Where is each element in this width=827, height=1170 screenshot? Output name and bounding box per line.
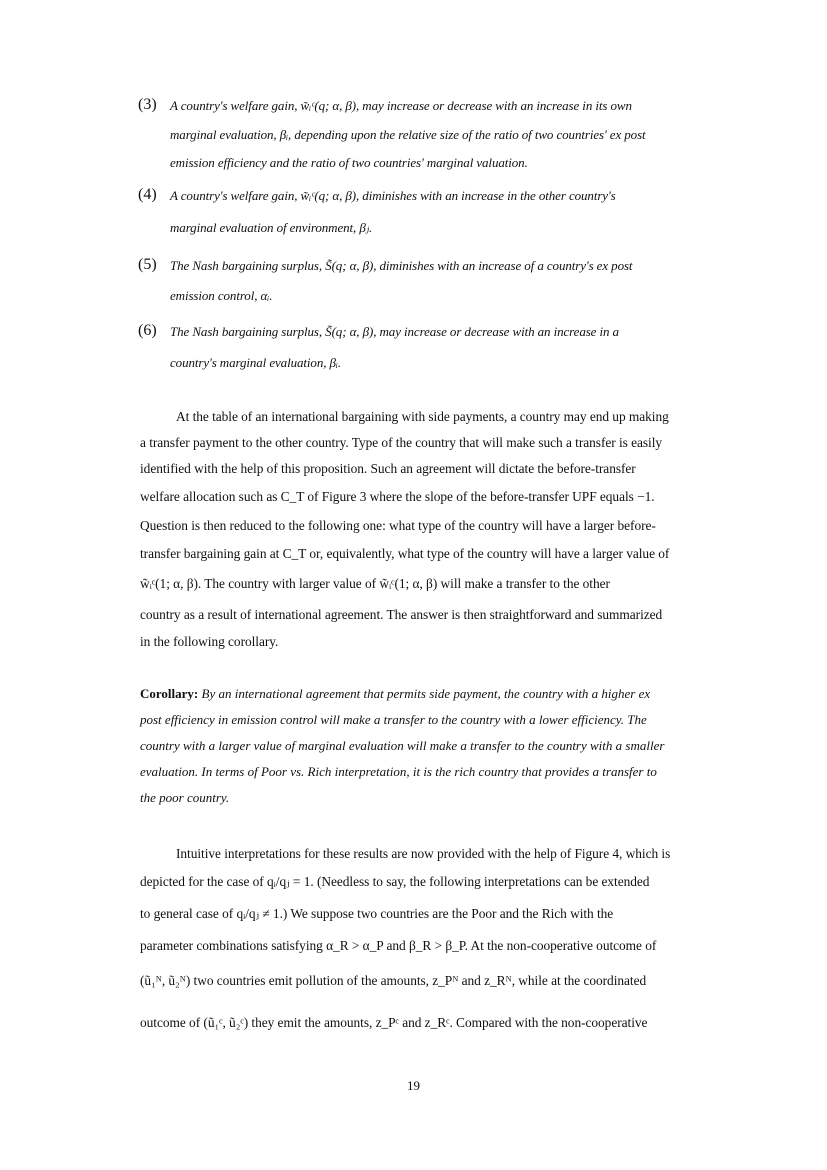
proposition-number: (3) xyxy=(138,96,157,113)
corollary-text: By an international agreement that permits side payment, the country with a higher ex xyxy=(201,686,651,701)
proposition-number: (5) xyxy=(138,256,157,273)
paragraph-line: welfare allocation such as C_T of Figure 3 where the slope of the before-transfer UPF equals −1. xyxy=(140,489,655,504)
proposition-number: (6) xyxy=(138,322,157,339)
paragraph-line: in the following corollary. xyxy=(140,634,279,649)
paragraph-line: depicted for the case of qᵢ/qⱼ = 1. (Needless to say, the following interpretations can be extended xyxy=(140,874,650,889)
proposition-line: country's marginal evaluation, βᵢ. xyxy=(170,355,341,370)
paragraph-line: Intuitive interpretations for these results are now provided with the help of Figure 4, which is xyxy=(176,846,671,861)
paragraph-line: country as a result of international agreement. The answer is then straightforward and summarized xyxy=(140,607,663,622)
paragraph-line: identified with the help of this proposition. Such an agreement will dictate the before-transfer xyxy=(140,461,636,476)
corollary-line: post efficiency in emission control will make a transfer to the country with a lower efficiency. The xyxy=(140,712,647,727)
paragraph-line: w̃ᵢᶜ(1; α, β). The country with larger value of w̃ᵢᶜ(1; α, β) will make a transfer to the other xyxy=(140,576,610,591)
proposition-number: (4) xyxy=(138,186,157,203)
corollary-label: Corollary: xyxy=(140,686,199,701)
proposition-line: marginal evaluation of environment, βⱼ. xyxy=(170,220,373,235)
paragraph-line: (ũ₁ᴺ, ũ₂ᴺ) two countries emit pollution of the amounts, z_Pᴺ and z_Rᴺ, while at the coordinated xyxy=(140,973,647,988)
corollary-line: evaluation. In terms of Poor vs. Rich interpretation, it is the rich country that provides a transfer to xyxy=(140,764,657,779)
proposition-line: The Nash bargaining surplus, S̃(q; α, β), may increase or decrease with an increase in a xyxy=(170,324,619,339)
paragraph-line: Question is then reduced to the following one: what type of the country will have a larger before- xyxy=(140,518,656,533)
corollary-line: the poor country. xyxy=(140,790,230,805)
proposition-line: marginal evaluation, βᵢ, depending upon the relative size of the ratio of two countries' ex post xyxy=(170,127,646,142)
proposition-line: emission efficiency and the ratio of two countries' marginal valuation. xyxy=(170,155,528,170)
proposition-line: emission control, αᵢ. xyxy=(170,288,273,303)
page-number: 19 xyxy=(407,1078,420,1093)
paragraph-line: outcome of (ũ₁ᶜ, ũ₂ᶜ) they emit the amounts, z_Pᶜ and z_Rᶜ. Compared with the non-cooperative xyxy=(140,1015,648,1030)
paragraph-line: transfer bargaining gain at C_T or, equivalently, what type of the country will have a larger value of xyxy=(140,546,670,561)
proposition-line: The Nash bargaining surplus, S̃(q; α, β), diminishes with an increase of a country's ex post xyxy=(170,258,633,273)
proposition-line: A country's welfare gain, w̃ᵢᶜ(q; α, β), may increase or decrease with an increase in its own xyxy=(170,98,632,113)
proposition-line: A country's welfare gain, w̃ᵢᶜ(q; α, β), diminishes with an increase in the other country's xyxy=(170,188,616,203)
paragraph-line: At the table of an international bargaining with side payments, a country may end up making xyxy=(176,409,669,424)
corollary-line: country with a larger value of marginal evaluation will make a transfer to the country with a smaller xyxy=(140,738,665,753)
paragraph-line: parameter combinations satisfying α_R > α_P and β_R > β_P. At the non-cooperative outcome of xyxy=(140,938,657,953)
paragraph-line: a transfer payment to the other country. Type of the country that will make such a transfer is easily xyxy=(140,435,663,450)
corollary-line xyxy=(140,686,722,702)
paragraph-line: to general case of qᵢ/qⱼ ≠ 1.) We suppose two countries are the Poor and the Rich with the xyxy=(140,906,614,921)
